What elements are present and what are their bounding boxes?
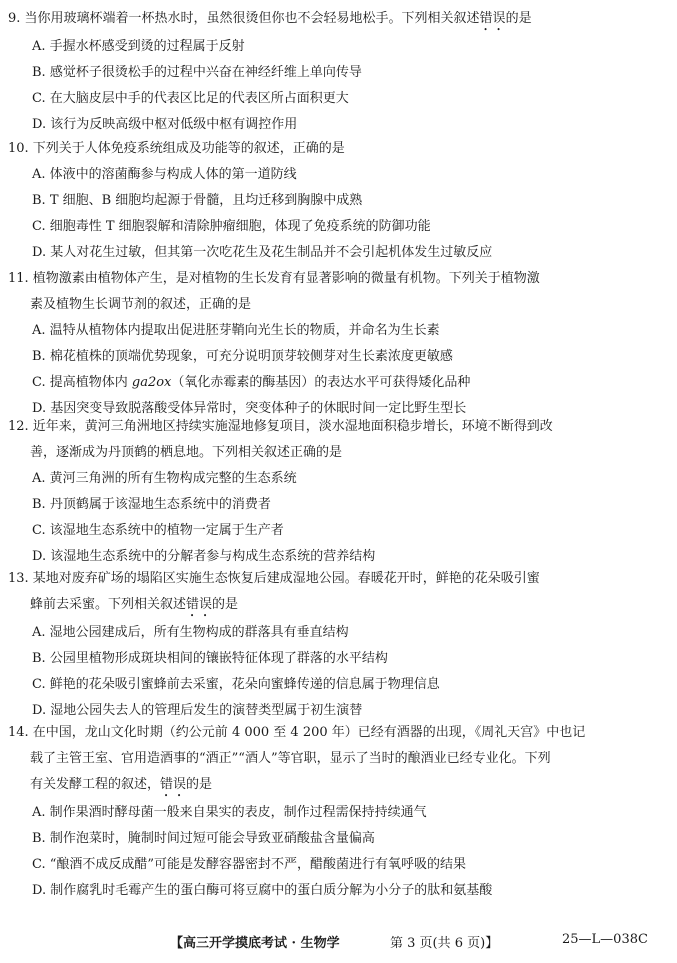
question-stem-continued: 载了主管王室、官用造酒事的“酒正”“酒人”等官职，显示了当时的酿酒业已经专业化。下列	[30, 751, 551, 766]
stem-text: 有关发酵工程的叙述，	[30, 777, 161, 792]
emphasized-word: 错误	[186, 597, 213, 612]
question-stem	[8, 6, 672, 34]
emphasized-word: 错误	[160, 777, 187, 792]
stem-text: 的是	[505, 11, 532, 26]
option-b: B. 丹顶鹤属于该湿地生态系统中的消费者	[32, 497, 271, 512]
stem-text: 的是	[212, 597, 239, 612]
question-stem: 12. 近年来，黄河三角洲地区持续实施湿地修复项目，淡水湿地面积稳步增长，环境不断得到改	[8, 419, 553, 434]
option-d: D. 基因突变导致脱落酸受体异常时，突变体种子的休眠时间一定比野生型长	[32, 401, 467, 416]
option-a: A. 制作果酒时酵母菌一般来自果实的表皮，制作过程需保持持续通气	[32, 805, 427, 820]
question-stem: 10. 下列关于人体免疫系统组成及功能等的叙述，正确的是	[8, 141, 345, 156]
footer-page-number: 第 3 页(共 6 页)】	[390, 936, 499, 951]
option-c: C. “酿酒不成反成醋”可能是发酵容器密封不严，醋酸菌进行有氧呼吸的结果	[32, 857, 467, 872]
option-d: D. 某人对花生过敏，但其第一次吃花生及花生制品并不会引起机体发生过敏反应	[32, 245, 493, 260]
footer-exam-title: 【高三开学摸底考试 · 生物学	[170, 936, 340, 951]
option-a: A. 湿地公园建成后，所有生物构成的群落具有垂直结构	[32, 625, 349, 640]
option-b: B. 棉花植株的顶端优势现象，可充分说明顶芽较侧芽对生长素浓度更敏感	[32, 349, 453, 364]
question-13	[8, 566, 672, 724]
option-a: A. 黄河三角洲的所有生物构成完整的生态系统	[32, 471, 297, 486]
gene-name: ga2ox	[131, 375, 172, 390]
question-9	[8, 6, 672, 138]
option-a: A. 温特从植物体内提取出促进胚芽鞘向光生长的物质，并命名为生长素	[32, 323, 440, 338]
question-stem-continued: 素及植物生长调节剂的叙述，正确的是	[30, 297, 252, 312]
stem-text: 蜂前去采蜜。下列相关叙述	[30, 597, 187, 612]
option-d: D. 该湿地生态系统中的分解者参与构成生态系统的营养结构	[32, 549, 376, 564]
stem-text: 9. 当你用玻璃杯端着一杯热水时，虽然很烫但你也不会轻易地松手。下列相关叙述	[8, 11, 480, 26]
option-b: B. 感觉杯子很烫松手的过程中兴奋在神经纤维上单向传导	[32, 65, 362, 80]
option-text: C. 提高植物体内	[32, 375, 132, 390]
option-text: （氧化赤霉素的酶基因）的表达水平可获得矮化品种	[171, 375, 471, 390]
option-c: C. 鲜艳的花朵吸引蜜蜂前去采蜜，花朵向蜜蜂传递的信息属于物理信息	[32, 677, 440, 692]
option-c: C. 该湿地生态系统中的植物一定属于生产者	[32, 523, 284, 538]
emphasized-word: 错误	[479, 11, 506, 26]
question-14	[8, 720, 672, 904]
option-d: D. 该行为反映高级中枢对低级中枢有调控作用	[32, 117, 298, 132]
question-stem-continued	[8, 772, 672, 800]
footer-exam-code: 25—L—038C	[562, 932, 648, 947]
question-11	[8, 266, 672, 422]
question-stem-continued	[8, 592, 672, 620]
question-12	[8, 414, 672, 570]
question-stem: 14. 在中国，龙山文化时期（约公元前 4 000 至 4 200 年）已经有酒器的出现，《周礼天宫》中也记	[8, 725, 586, 740]
question-stem: 11. 植物激素由植物体产生，是对植物的生长发育有显著影响的微量有机物。下列关于植物激	[8, 271, 540, 286]
page-footer	[0, 930, 677, 954]
option-b: B. 公园里植物形成斑块相间的镶嵌特征体现了群落的水平结构	[32, 651, 388, 666]
option-c	[8, 370, 672, 396]
option-a: A. 体液中的溶菌酶参与构成人体的第一道防线	[32, 167, 297, 182]
option-d: D. 湿地公园失去人的管理后发生的演替类型属于初生演替	[32, 703, 363, 718]
option-c: C. 细胞毒性 T 细胞裂解和清除肿瘤细胞，体现了免疫系统的防御功能	[32, 219, 431, 234]
question-stem-continued: 善，逐渐成为丹顶鹤的栖息地。下列相关叙述正确的是	[30, 445, 343, 460]
option-c: C. 在大脑皮层中手的代表区比足的代表区所占面积更大	[32, 91, 349, 106]
option-b: B. 制作泡菜时，腌制时间过短可能会导致亚硝酸盐含量偏高	[32, 831, 375, 846]
stem-text: 的是	[186, 777, 213, 792]
option-b: B. T 细胞、B 细胞均起源于骨髓，且均迁移到胸腺中成熟	[32, 193, 363, 208]
option-d: D. 制作腐乳时毛霉产生的蛋白酶可将豆腐中的蛋白质分解为小分子的肽和氨基酸	[32, 883, 493, 898]
option-a: A. 手握水杯感受到烫的过程属于反射	[32, 39, 245, 54]
question-10	[8, 136, 672, 266]
question-stem: 13. 某地对废弃矿场的塌陷区实施生态恢复后建成湿地公园。春暖花开时，鲜艳的花朵吸引蜜	[8, 571, 540, 586]
